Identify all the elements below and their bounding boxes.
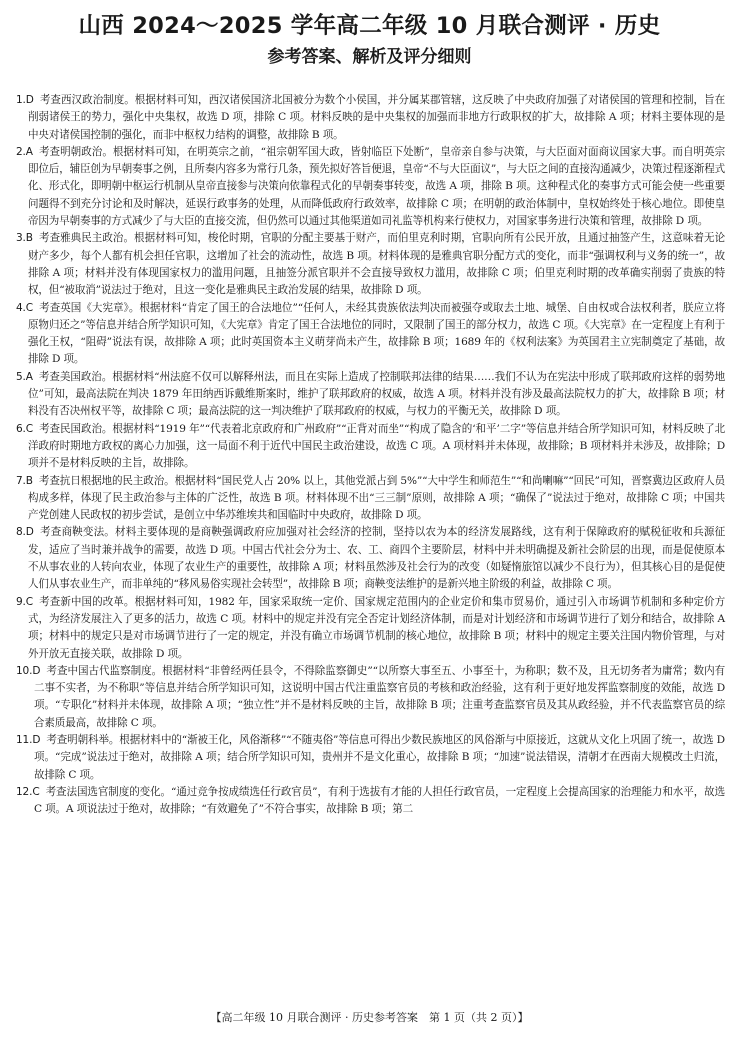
answer-item-4: 4.C 考查英国《大宪章》。根据材料“肯定了国王的合法地位”“任何人，未经其贵族依法判决而被强夺或取去土地、城堡、自由权或合法权利者，朕应立将原物归还之”等信息并结合所学知识可知，《大宪章》肯定了国王合法地位的同时，又限制了国王的部分权力，故选 C 项。《大宪章》在一定程度上有利于强化王权，“阻碍”说法有误，故排除 A 项；此时英国资本主义萌芽尚未产生，故排除 B 项；1689 年的《权利法案》为英国君主立宪制奠定了基础，故排除 D 项。 <box>16 301 725 366</box>
answer-item-8: 8.D 考查商鞅变法。材料主要体现的是商鞅强调政府应加强对社会经济的控制，坚持以农为本的经济发展路线，这有利于保障政府的赋税征收和兵源征发，适应了当时兼并战争的需要，故选 D 项。中国古代社会分为士、农、工、商四个主要阶层，材料中并未明确提及新社会阶层的出现，而是促使原本不从事农业的人转向农业，体现了农业生产的重要性，故排除 A 项；材料虽然涉及社会行为的改变（如疑惰旅馆以减少不良行为），但其核心目的是促使人们从事农业生产，而非单纯的“移风易俗实现社会转型”，故排除 B 项；商鞅变法维护的是新兴地主阶级的利益，故排除 C 项。 <box>16 526 725 591</box>
answer-letter: D <box>25 94 34 106</box>
answer-explanation: 考查中国古代监察制度。根据材料“非曾经两任县令，不得除监察御史”“以所察大事至五、小事至十，为称职；数不及，且无切务者为庸常；数内有二事不实者，为不称职”等信息并结合所学知识可知，这说明中国古代注重监察官员的考核和政治经验，这有利于更好地发挥监察制度的效能，故选 D 项。“专职化”材料并未体现，故排除 A 项；“独立性”并不是材料反映的主旨，故排除 B 项；注重考查监察官员及其从政经验，并不代表监察官员的综合素质最高，故排除 C 项。 <box>34 664 725 729</box>
answer-explanation: 考查法国选官制度的变化。“通过竞争按成绩选任行政官员”，有利于选拔有才能的人担任行政官员，一定程度上会提高国家的治理能力和水平，故选 C 项。A 项说法过于绝对，故排除；“有效避免了”不符合事实，故排除 B 项；第二 <box>34 785 725 816</box>
answer-item-2: 2.A 考查明朝政治。根据材料可知，在明英宗之前，“祖宗朝军国大政，皆射临臣下处断”，皇帝亲自参与决策，与大臣面对面商议国家大事。而自明英宗即位后，辅臣创为早朝奏事之例，且所奏内容多为常行几条，预先拟好答旨便退，皇帝“不与大臣面议”，与大臣之间的直接沟通减少，决策过程逐渐程式化、形式化，即明朝中枢运行机制从皇帝直接参与决策向依靠程式化的早朝奏事转变，故选 A 项，排除 B 项。这种程式化的奏事方式可能会使一些重要问题得不到充分讨论和及时解决，延误行政事务的处理，从而降低政府行政效率，故排除 C 项；在明朝的政治体制中，皇权始终处于核心地位。即使皇帝因为早朝奏事的方式减少了与大臣的直接交流，但仍然可以通过其他渠道如司礼监等机构来行使权力，对国家事务进行决策和管理，故排除 D 项。 <box>16 145 725 228</box>
answer-explanation: 考查美国政治。根据材料“州法庭不仅可以解释州法，而且在实际上造成了控制联邦法律的结果……我们不认为在宪法中形成了联邦政府这样的弱势地位”可知，最高法院在判决 1879 年田纳西诉戴维斯案时，维护了联邦政府的权威，故选 A 项。材料并没有涉及最高法院权力的扩大，故排除 B 项；材料没有否决州权平等，故排除 C 项；最高法院的这一判决维护了联邦政府的权威，与权力的平衡无关，故排除 D 项。 <box>28 370 725 418</box>
page-footer: 【高二年级 10 月联合测评 · 历史参考答案 第 1 页（共 2 页）】 <box>210 1011 529 1024</box>
answer-letter: D <box>25 526 34 539</box>
answer-letter: C <box>25 422 33 435</box>
answer-explanation: 考查明朝科举。根据材料中的“渐被王化，风俗渐移”“不随夷俗”等信息可得出少数民族地区的风俗渐与中原接近，这就从文化上巩固了统一，故选 D 项。“完成”说法过于绝对，故排除 A 项；结合所学知识可知，贵州并不是文化重心，故排除 B 项；“加速”说法错误，清朝才在西南大规模改土归流，故排除 C 项。 <box>34 733 725 781</box>
answer-letter: B <box>25 474 33 487</box>
answer-explanation: 考查抗日根据地的民主政治。根据材料“国民党人占 20% 以上，其他党派占到 5%”“大中学生和师范生”“和尚喇嘛”“回民”可知，晋察冀边区政府人员构成多样，体现了民主政治参与主体的广泛性，故选 B 项。材料体现不出“三三制”原则，故排除 A 项；“确保了”说法过于绝对，故排除 C 项；中国共产党创建人民政权的初步尝试，是创立中华苏维埃共和国临时中央政府，故排除 D 项。 <box>28 474 725 522</box>
answer-letter: A <box>25 370 33 383</box>
answer-letter: A <box>25 145 33 158</box>
answer-explanation: 考查民国政治。根据材料“1919 年”“代表着北京政府和广州政府”“正背对而坐”“构成了隐含的‘和平’二字”等信息并结合所学知识可知，材料反映了北洋政府时期地方政权的离心力加强，这一局面不利于近代中国民主政治建设，故选 C 项。A 项材料并未体现，故排除；B 项材料并未涉及，故排除；D 项并不是材料反映的主旨，故排除。 <box>28 422 725 470</box>
answer-explanation: 考查英国《大宪章》。根据材料“肯定了国王的合法地位”“任何人，未经其贵族依法判决而被强夺或取去土地、城堡、自由权或合法权利者，朕应立将原物归还之”等信息并结合所学知识可知，《大宪章》肯定了国王合法地位的同时，又限制了国王的部分权力，故选 C 项。《大宪章》在一定程度上有利于强化王权，“阻碍”说法有误，故排除 A 项；此时英国资本主义萌芽尚未产生，故排除 B 项；1689 年的《权利法案》为英国君主立宪制奠定了基础，故排除 D 项。 <box>28 301 725 366</box>
answer-explanation: 考查西汉政治制度。根据材料可知，西汉诸侯国济北国被分为数个小侯国，并分属某郡管辖，这反映了中央政府加强了对诸侯国的管理和控制，旨在削弱诸侯王的势力，强化中央集权，故选 D 项，排除 C 项。材料反映的是中央集权的加强而非地方行政职权的扩大，故排除 A 项；材料主要体现的是中央对诸侯国控制的强化，而非中枢权力结构的调整，故排除 B 项。 <box>28 94 725 141</box>
answer-letter: D <box>32 733 41 746</box>
answer-item-6: 6.C 考查民国政治。根据材料“1919 年”“代表着北京政府和广州政府”“正背对而坐”“构成了隐含的‘和平’二字”等信息并结合所学知识可知，材料反映了北洋政府时期地方政权的离心力加强，这一局面不利于近代中国民主政治建设，故选 C 项。A 项材料并未体现，故排除；B 项材料并未涉及，故排除；D 项并不是材料反映的主旨，故排除。 <box>16 422 725 470</box>
answer-letter: D <box>32 664 41 677</box>
answer-explanations <box>16 92 725 818</box>
answer-explanation: 考查商鞅变法。材料主要体现的是商鞅强调政府应加强对社会经济的控制，坚持以农为本的经济发展路线，这有利于保障政府的赋税征收和兵源征发，适应了当时兼并战争的需要，故选 D 项。中国古代社会分为士、农、工、商四个主要阶层，材料中并未明确提及新社会阶层的出现，而是促使原本不从事农业的人转向农业，体现了农业生产的重要性，故排除 A 项；材料虽然涉及社会行为的改变（如疑惰旅馆以减少不良行为），但其核心目的是促使人们从事农业生产，而非单纯的“移风易俗实现社会转型”，故排除 B 项；商鞅变法维护的是新兴地主阶级的利益，故排除 C 项。 <box>28 526 725 591</box>
answer-item-12: 12.C 考查法国选官制度的变化。“通过竞争按成绩选任行政官员”，有利于选拔有才能的人担任行政官员，一定程度上会提高国家的治理能力和水平，故选 C 项。A 项说法过于绝对，故排除；“有效避免了”不符合事实，故排除 B 项；第二 <box>16 785 725 816</box>
answer-item-10: 10.D 考查中国古代监察制度。根据材料“非曾经两任县令，不得除监察御史”“以所察大事至五、小事至十，为称职；数不及，且无切务者为庸常；数内有二事不实者，为不称职”等信息并结合所学知识可知，这说明中国古代注重监察官员的考核和政治经验，这有利于更好地发挥监察制度的效能，故选 D 项。“专职化”材料并未体现，故排除 A 项；“独立性”并不是材料反映的主旨，故排除 B 项；注重考查监察官员及其从政经验，并不代表监察官员的综合素质最高，故排除 C 项。 <box>16 664 725 729</box>
answer-item-7: 7.B 考查抗日根据地的民主政治。根据材料“国民党人占 20% 以上，其他党派占到 5%”“大中学生和师范生”“和尚喇嘛”“回民”可知，晋察冀边区政府人员构成多样，体现了民主政治参与主体的广泛性，故选 B 项。材料体现不出“三三制”原则，故排除 A 项；“确保了”说法过于绝对，故排除 C 项；中国共产党创建人民政权的初步尝试，是创立中华苏维埃共和国临时中央政府，故排除 D 项。 <box>16 474 725 522</box>
answer-item-3: 3.B 考查雅典民主政治。根据材料可知，梭伦时期，官职的分配主要基于财产，而伯里克利时期，官职向所有公民开放，且通过抽签产生，这意味着无论财产多少，每个人都有机会担任官职，这增加了社会的流动性，故选 B 项。材料体现的是雅典官职分配方式的变化，而非“强调权利与义务的统一”，故排除 A 项；材料并没有体现国家权力的滥用问题，且抽签分派官职并不会直接导致权力滥用，故排除 C 项；伯里克利时期的改革确实削弱了贵族的特权，但“被取消”说法过于绝对，且这一变化是雅典民主政治发展的结果，故排除 D 项。 <box>16 232 725 297</box>
answer-item-9: 9.C 考查新中国的改革。根据材料可知，1982 年，国家采取统一定价、国家规定范围内的企业定价和集市贸易价，通过引入市场调节机制和多种定价方式，为经济发展注入了更多的活力，故选 C 项。材料中的规定并没有完全否定计划经济体制，而是对计划经济和市场调节进行了划分和结合，故排除 A 项；材料中的规定只是对市场调节进行了一定的规定，并没有确立市场调节机制的核心地位，故排除 B 项；材料中的规定主要关注国内物价管理，与对外开放无直接关联，故排除 D 项。 <box>16 595 725 660</box>
answer-item-11: 11.D 考查明朝科举。根据材料中的“渐被王化，风俗渐移”“不随夷俗”等信息可得出少数民族地区的风俗渐与中原接近，这就从文化上巩固了统一，故选 D 项。“完成”说法过于绝对，故排除 A 项；结合所学知识可知，贵州并不是文化重心，故排除 B 项；“加速”说法错误，清朝才在西南大规模改土归流，故排除 C 项。 <box>16 733 725 781</box>
answer-item-5: 5.A 考查美国政治。根据材料“州法庭不仅可以解释州法，而且在实际上造成了控制联邦法律的结果……我们不认为在宪法中形成了联邦政府这样的弱势地位”可知，最高法院在判决 1879 年田纳西诉戴维斯案时，维护了联邦政府的权威，故选 A 项。材料并没有涉及最高法院权力的扩大，故排除 B 项；材料没有否决州权平等，故排除 C 项；最高法院的这一判决维护了联邦政府的权威，与权力的平衡无关，故排除 D 项。 <box>16 370 725 418</box>
page-title: 山西 2024～2025 学年高二年级 10 月联合测评 · 历史 <box>78 13 661 39</box>
answer-explanation: 考查明朝政治。根据材料可知，在明英宗之前，“祖宗朝军国大政，皆射临臣下处断”，皇帝亲自参与决策，与大臣面对面商议国家大事。而自明英宗即位后，辅臣创为早朝奏事之例，且所奏内容多为常行几条，预先拟好答旨便退，皇帝“不与大臣面议”，与大臣之间的直接沟通减少，决策过程逐渐程式化、形式化，即明朝中枢运行机制从皇帝直接参与决策向依靠程式化的早朝奏事转变，故选 A 项，排除 B 项。这种程式化的奏事方式可能会使一些重要问题得不到充分讨论和及时解决，延误行政事务的处理，从而降低政府行政效率，故排除 C 项；在明朝的政治体制中，皇权始终处于核心地位。即使皇帝因为早朝奏事的方式减少了与大臣的直接交流，但仍然可以通过其他渠道如司礼监等机构来行使权力，对国家事务进行决策和管理，故排除 D 项。 <box>28 145 725 228</box>
answer-letter: C <box>32 785 40 798</box>
answer-explanation: 考查雅典民主政治。根据材料可知，梭伦时期，官职的分配主要基于财产，而伯里克利时期，官职向所有公民开放，且通过抽签产生，这意味着无论财产多少，每个人都有机会担任官职，这增加了社会的流动性，故选 B 项。材料体现的是雅典官职分配方式的变化，而非“强调权利与义务的统一”，故排除 A 项；材料并没有体现国家权力的滥用问题，且抽签分派官职并不会直接导致权力滥用，故排除 C 项；伯里克利时期的改革确实削弱了贵族的特权，但“被取消”说法过于绝对，且这一变化是雅典民主政治发展的结果，故排除 D 项。 <box>28 232 725 297</box>
answer-item-1: 1.D 考查西汉政治制度。根据材料可知，西汉诸侯国济北国被分为数个小侯国，并分属某郡管辖，这反映了中央政府加强了对诸侯国的管理和控制，旨在削弱诸侯王的势力，强化中央集权，故选 D 项，排除 C 项。材料反映的是中央集权的加强而非地方行政职权的扩大，故排除 A 项；材料主要体现的是中央对诸侯国控制的强化，而非中枢权力结构的调整，故排除 B 项。 <box>16 94 725 141</box>
answer-letter: C <box>25 595 33 608</box>
answer-letter: C <box>25 301 33 314</box>
page-subtitle: 参考答案、解析及评分细则 <box>267 47 472 67</box>
answer-explanation: 考查新中国的改革。根据材料可知，1982 年，国家采取统一定价、国家规定范围内的企业定价和集市贸易价，通过引入市场调节机制和多种定价方式，为经济发展注入了更多的活力，故选 C 项。材料中的规定并没有完全否定计划经济体制，而是对计划经济和市场调节进行了划分和结合，故排除 A 项；材料中的规定只是对市场调节进行了一定的规定，并没有确立市场调节机制的核心地位，故排除 B 项；材料中的规定主要关注国内物价管理，与对外开放无直接关联，故排除 D 项。 <box>28 595 725 660</box>
answer-letter: B <box>25 232 33 245</box>
